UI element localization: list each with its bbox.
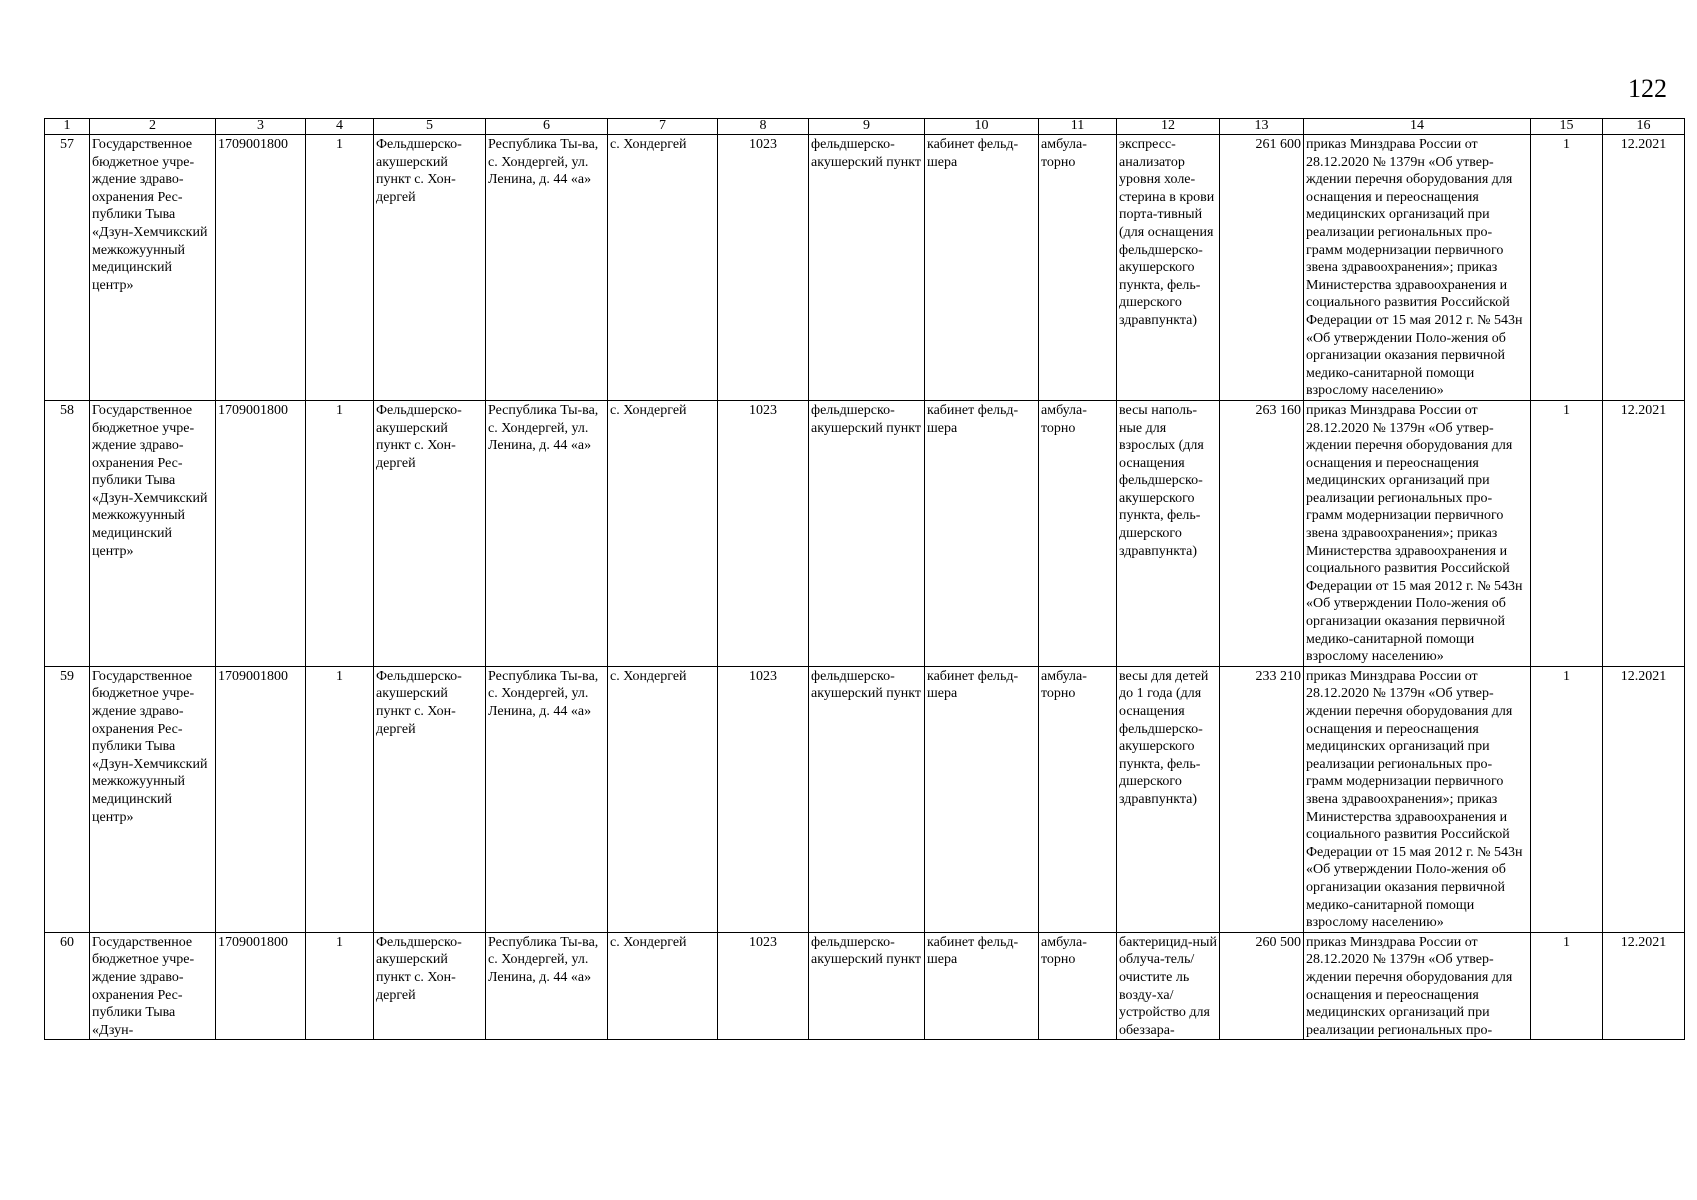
quantity-cell: 1 [1531, 400, 1603, 666]
address-cell: Республика Ты-ва, с. Хондергей, ул. Ленина, д. 44 «а» [486, 666, 608, 932]
quantity-cell: 1 [1531, 932, 1603, 1040]
column-8-cell: 1023 [718, 400, 809, 666]
organization-cell: Государственное бюджетное учре-ждение здраво-охранения Рес-публики Тыва «Дзун-Хемчикский межкожуунный медицинский центр» [90, 135, 216, 401]
column-number: 9 [809, 119, 925, 135]
basis-cell: приказ Минздрава России от 28.12.2020 № 1379н «Об утвер-ждении перечня оборудования для оснащения и переоснащения медицинских организаций при реализации региональных про-грамм модернизации первичного звена здравоохранения»; приказ Министерства здравоохранения и социального развития Российской Федерации от 15 мая 2012 г. № 543н «Об утверждении Поло-жения об организации оказания первичной медико-санитарной помощи взрослому населению» [1304, 135, 1531, 401]
quantity-cell: 1 [1531, 666, 1603, 932]
table-row [45, 932, 1685, 1040]
column-number: 4 [306, 119, 374, 135]
registry-table [44, 118, 1685, 1040]
column-number: 16 [1603, 119, 1685, 135]
basis-cell: приказ Минздрава России от 28.12.2020 № 1379н «Об утвер-ждении перечня оборудования для оснащения и переоснащения медицинских организаций при реализации региональных про-грамм модернизации первичного звена здравоохранения»; приказ Министерства здравоохранения и социального развития Российской Федерации от 15 мая 2012 г. № 543н «Об утверждении Поло-жения об организации оказания первичной медико-санитарной помощи взрослому населению» [1304, 666, 1531, 932]
column-number: 10 [925, 119, 1039, 135]
column-number: 8 [718, 119, 809, 135]
address-cell: Республика Ты-ва, с. Хондергей, ул. Ленина, д. 44 «а» [486, 135, 608, 401]
column-number: 12 [1117, 119, 1220, 135]
column-number: 6 [486, 119, 608, 135]
column-number: 15 [1531, 119, 1603, 135]
unit-cell: фельдшерско-акушерский пункт [809, 666, 925, 932]
equipment-cell: бактерицид-ный облуча-тель/очистите ль возду-ха/устройство для обеззара- [1117, 932, 1220, 1040]
room-cell: кабинет фельд-шера [925, 932, 1039, 1040]
settlement-cell: с. Хондергей [608, 400, 718, 666]
code-cell: 1709001800 [216, 400, 306, 666]
settlement-cell: с. Хондергей [608, 666, 718, 932]
price-cell: 261 600 [1220, 135, 1304, 401]
code-cell: 1709001800 [216, 666, 306, 932]
row-number: 60 [45, 932, 90, 1040]
unit-cell: фельдшерско-акушерский пункт [809, 400, 925, 666]
column-number-row [45, 119, 1685, 135]
column-number: 14 [1304, 119, 1531, 135]
date-cell: 12.2021 [1603, 135, 1685, 401]
organization-cell: Государственное бюджетное учре-ждение здраво-охранения Рес-публики Тыва «Дзун-Хемчикский межкожуунный медицинский центр» [90, 666, 216, 932]
equipment-cell: весы для детей до 1 года (для оснащения фельдшерско-акушерского пункта, фель-дшерского здравпункта) [1117, 666, 1220, 932]
basis-cell: приказ Минздрава России от 28.12.2020 № 1379н «Об утвер-ждении перечня оборудования для оснащения и переоснащения медицинских организаций при реализации региональных про-грамм модернизации первичного звена здравоохранения»; приказ Министерства здравоохранения и социального развития Российской Федерации от 15 мая 2012 г. № 543н «Об утверждении Поло-жения об организации оказания первичной медико-санитарной помощи взрослому населению» [1304, 400, 1531, 666]
row-number: 58 [45, 400, 90, 666]
column-number: 11 [1039, 119, 1117, 135]
facility-cell: Фельдшерско-акушерский пункт с. Хон-дергей [374, 932, 486, 1040]
row-number: 59 [45, 666, 90, 932]
room-cell: кабинет фельд-шера [925, 666, 1039, 932]
table-row [45, 135, 1685, 401]
equipment-cell: весы наполь-ные для взрослых (для оснащения фельдшерско-акушерского пункта, фель-дшерского здравпункта) [1117, 400, 1220, 666]
column-4-cell: 1 [306, 400, 374, 666]
column-8-cell: 1023 [718, 666, 809, 932]
column-number: 1 [45, 119, 90, 135]
facility-cell: Фельдшерско-акушерский пункт с. Хон-дергей [374, 135, 486, 401]
price-cell: 233 210 [1220, 666, 1304, 932]
column-4-cell: 1 [306, 135, 374, 401]
care-type-cell: амбула-торно [1039, 135, 1117, 401]
date-cell: 12.2021 [1603, 400, 1685, 666]
column-number: 5 [374, 119, 486, 135]
organization-cell: Государственное бюджетное учре-ждение здраво-охранения Рес-публики Тыва «Дзун- [90, 932, 216, 1040]
column-8-cell: 1023 [718, 135, 809, 401]
table-row [45, 666, 1685, 932]
basis-cell: приказ Минздрава России от 28.12.2020 № 1379н «Об утвер-ждении перечня оборудования для оснащения и переоснащения медицинских организаций при реализации региональных про- [1304, 932, 1531, 1040]
row-number: 57 [45, 135, 90, 401]
organization-cell: Государственное бюджетное учре-ждение здраво-охранения Рес-публики Тыва «Дзун-Хемчикский межкожуунный медицинский центр» [90, 400, 216, 666]
room-cell: кабинет фельд-шера [925, 400, 1039, 666]
care-type-cell: амбула-торно [1039, 666, 1117, 932]
care-type-cell: амбула-торно [1039, 932, 1117, 1040]
column-number: 7 [608, 119, 718, 135]
unit-cell: фельдшерско-акушерский пункт [809, 135, 925, 401]
table-row [45, 400, 1685, 666]
column-number: 13 [1220, 119, 1304, 135]
date-cell: 12.2021 [1603, 932, 1685, 1040]
settlement-cell: с. Хондергей [608, 932, 718, 1040]
column-4-cell: 1 [306, 666, 374, 932]
code-cell: 1709001800 [216, 932, 306, 1040]
facility-cell: Фельдшерско-акушерский пункт с. Хон-дергей [374, 666, 486, 932]
code-cell: 1709001800 [216, 135, 306, 401]
quantity-cell: 1 [1531, 135, 1603, 401]
column-4-cell: 1 [306, 932, 374, 1040]
price-cell: 260 500 [1220, 932, 1304, 1040]
column-number: 2 [90, 119, 216, 135]
equipment-cell: экспресс-анализатор уровня холе-стерина в крови порта-тивный (для оснащения фельдшерско-акушерского пункта, фель-дшерского здравпункта) [1117, 135, 1220, 401]
column-number: 3 [216, 119, 306, 135]
care-type-cell: амбула-торно [1039, 400, 1117, 666]
unit-cell: фельдшерско-акушерский пункт [809, 932, 925, 1040]
address-cell: Республика Ты-ва, с. Хондергей, ул. Ленина, д. 44 «а» [486, 400, 608, 666]
room-cell: кабинет фельд-шера [925, 135, 1039, 401]
date-cell: 12.2021 [1603, 666, 1685, 932]
page-number: 122 [1628, 74, 1667, 103]
address-cell: Республика Ты-ва, с. Хондергей, ул. Ленина, д. 44 «а» [486, 932, 608, 1040]
settlement-cell: с. Хондергей [608, 135, 718, 401]
column-8-cell: 1023 [718, 932, 809, 1040]
facility-cell: Фельдшерско-акушерский пункт с. Хон-дергей [374, 400, 486, 666]
price-cell: 263 160 [1220, 400, 1304, 666]
